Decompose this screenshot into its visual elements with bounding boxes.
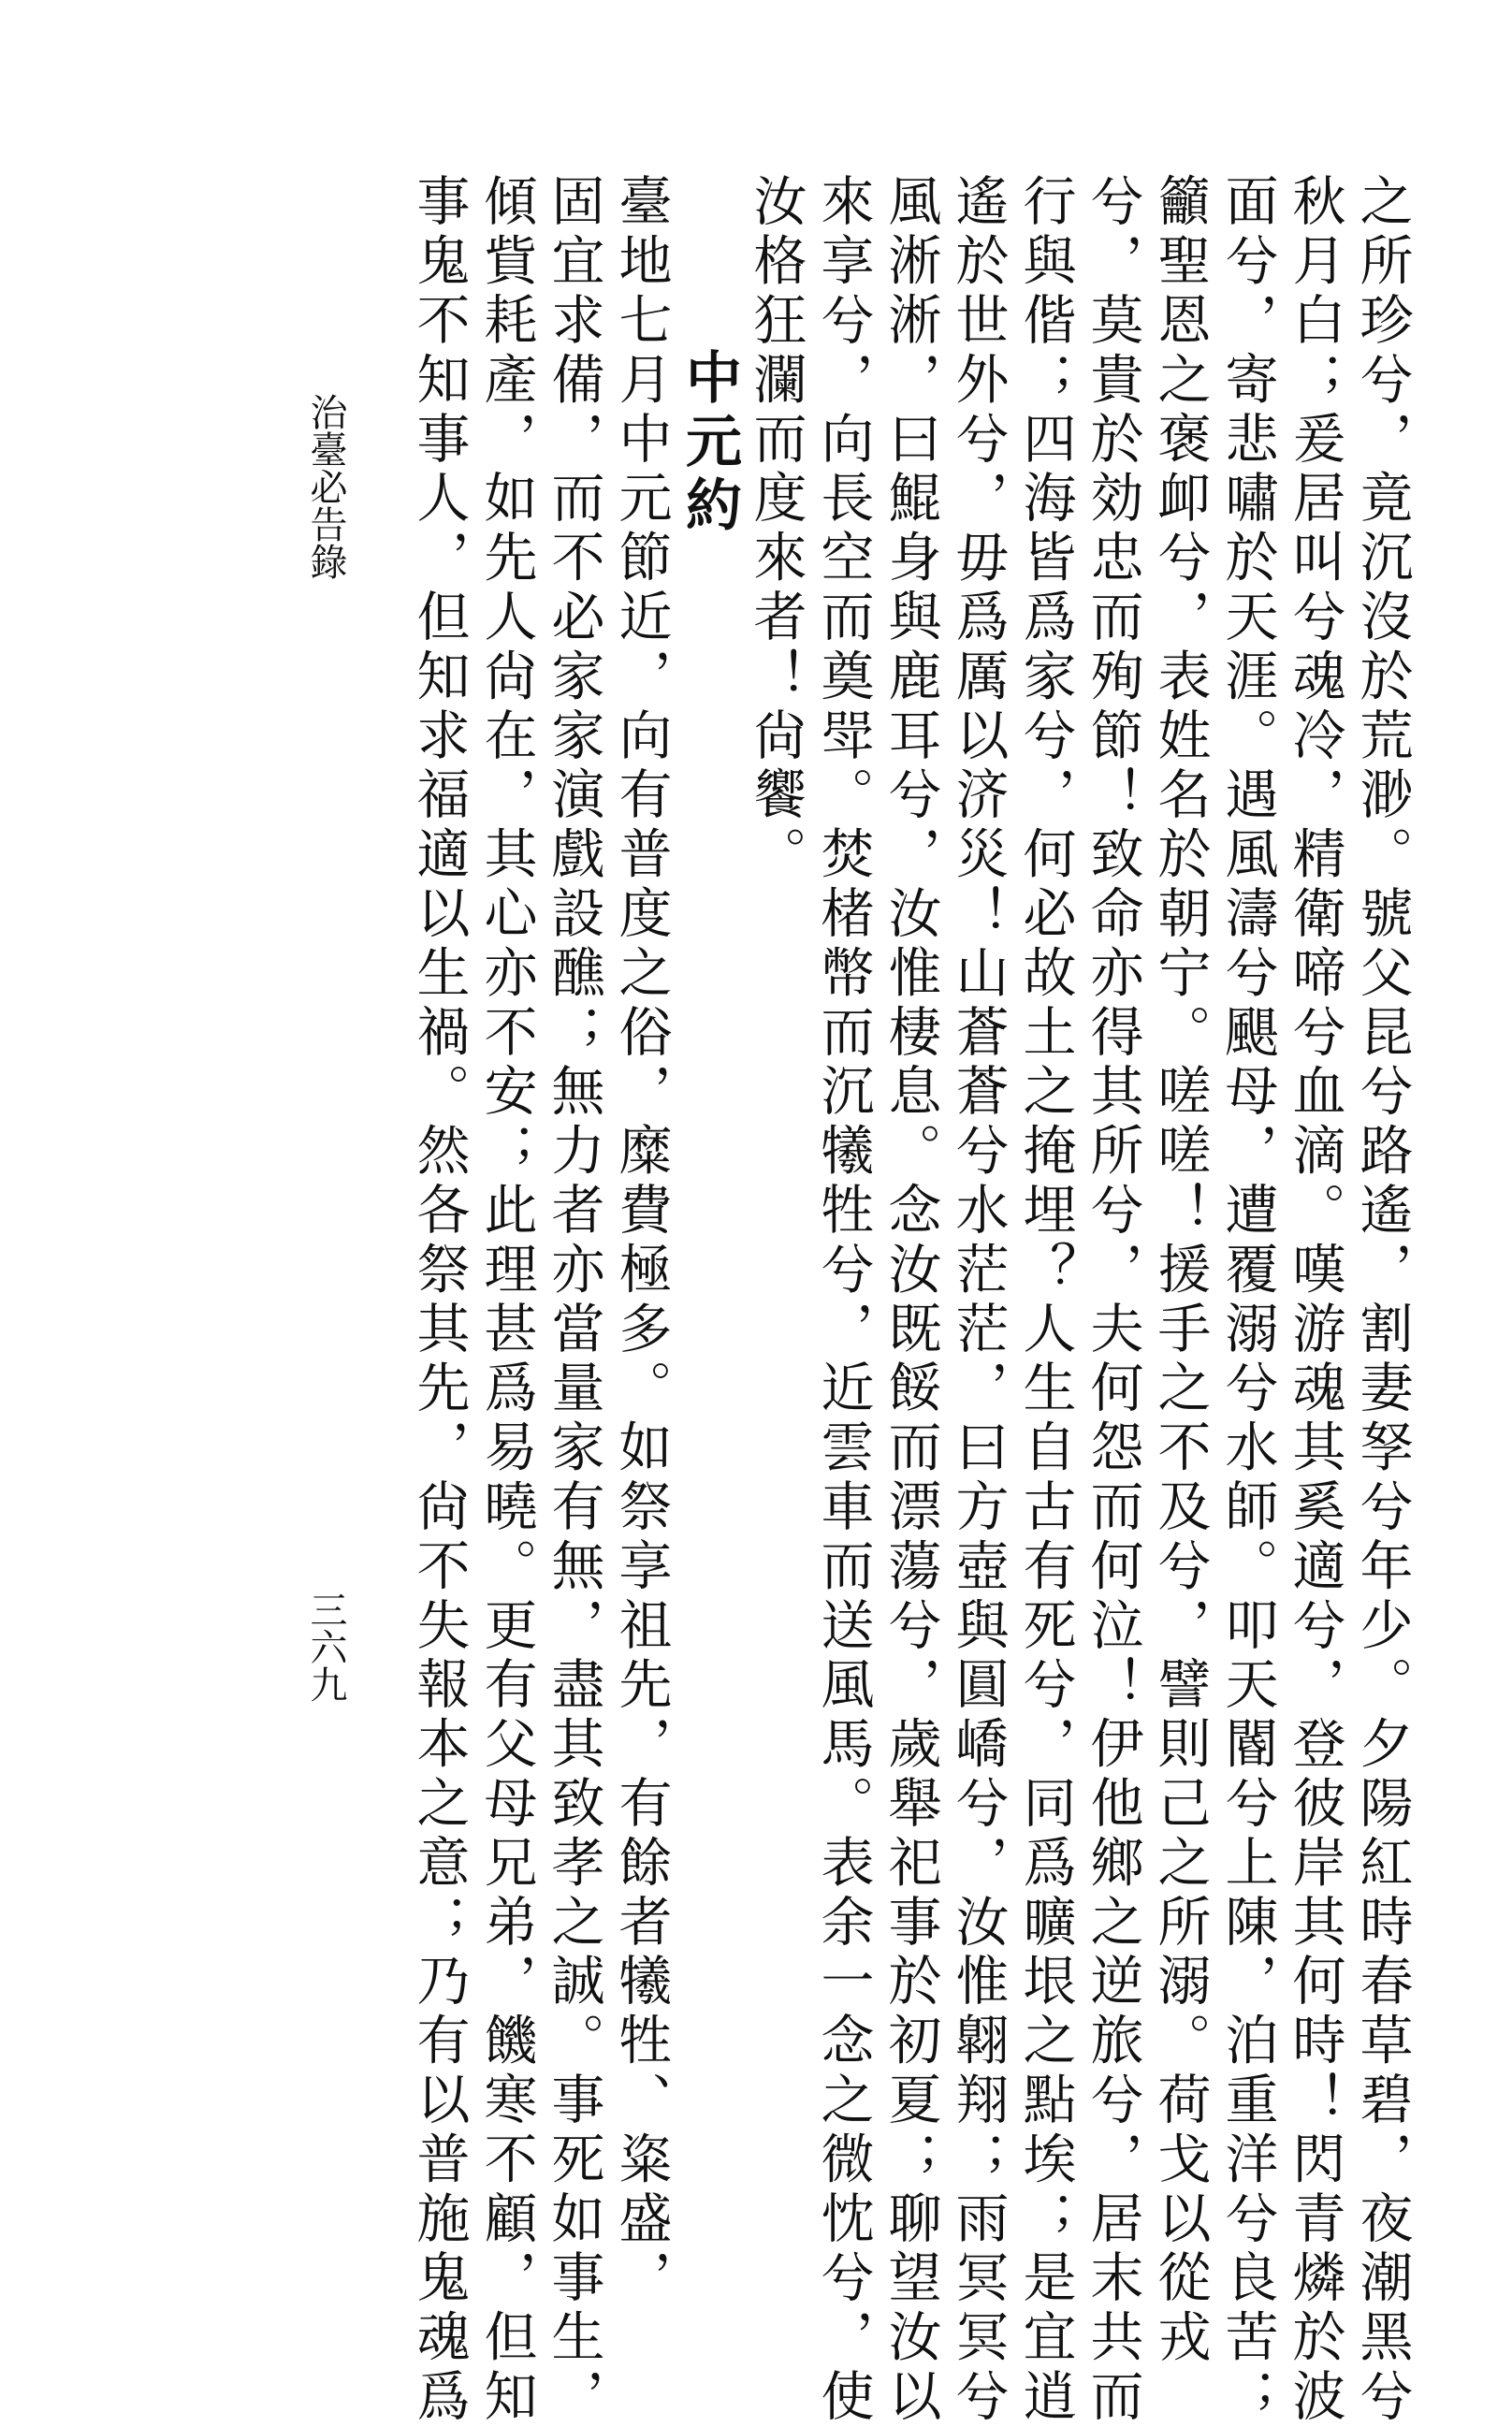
text-column-11: 臺地七月中元節近，向有普度之俗，糜費極多。如祭享祖先，有餘者犧牲、粢盛， <box>610 173 672 2309</box>
text-column-13: 傾貲耗產，如先人尙在，其心亦不安；此理甚爲易曉。更有父母兄弟，饑寒不顧，但知 <box>475 173 537 2427</box>
text-column-9: 來享兮，向長空而奠斝。焚楮幣而沉犧牲兮，近雲車而送風馬。表余一念之微忱兮，使 <box>812 173 874 2427</box>
text-column-12: 固宜求備，而不必家家演戲設醮；無力者亦當量家有無，盡其致孝之誠。事死如事生， <box>543 173 604 2427</box>
text-column-7: 遙於世外兮，毋爲厲以济災！山蒼蒼兮水茫茫，曰方壺與圓嶠兮，汝惟翺翔；雨冥冥兮 <box>947 173 1009 2427</box>
text-column-2: 秋月白；爰居叫兮魂冷，精衛啼兮血滴。嘆游魂其奚適兮，登彼岸其何時！閃青燐於波 <box>1284 173 1345 2427</box>
text-column-10: 汝格狂瀾而度來者！尙饗。 <box>745 173 807 885</box>
text-column-14: 事鬼不知事人，但知求福適以生禍。然各祭其先，尙不失報本之意；乃有以普施鬼魂爲 <box>408 173 470 2427</box>
text-column-1: 之所珍兮，竟沉沒於荒渺。號父昆兮路遙，割妻孥兮年少。夕陽紅時春草碧，夜潮黑兮 <box>1351 173 1413 2427</box>
page-number: 三六九 <box>304 1591 347 1703</box>
text-column-6: 行與偕；四海皆爲家兮，何必故土之掩埋？人生自古有死兮，同爲曠垠之點埃；是宜逍 <box>1014 173 1076 2427</box>
book-title: 治臺必告錄 <box>304 393 347 580</box>
section-title: 中元約 <box>676 348 742 539</box>
text-column-3: 面兮，寄悲嘯於天涯。遇風濤兮颶母，遭覆溺兮水師。叩天閽兮上陳，泊重洋兮良苦； <box>1216 173 1278 2427</box>
text-column-5: 兮，莫貴於効忠而殉節！致命亦得其所兮，夫何怨而何泣！伊他鄉之逆旅兮，居末共而 <box>1082 173 1143 2427</box>
text-column-8: 風淅淅，曰鯤身與鹿耳兮，汝惟棲息。念汝既餒而漂蕩兮，歲舉祀事於初夏；聊望汝以 <box>880 173 941 2427</box>
text-column-4: 籲聖恩之褒卹兮，表姓名於朝宁。嗟嗟！援手之不及兮，譬則己之所溺。荷戈以從戎 <box>1149 173 1211 2368</box>
